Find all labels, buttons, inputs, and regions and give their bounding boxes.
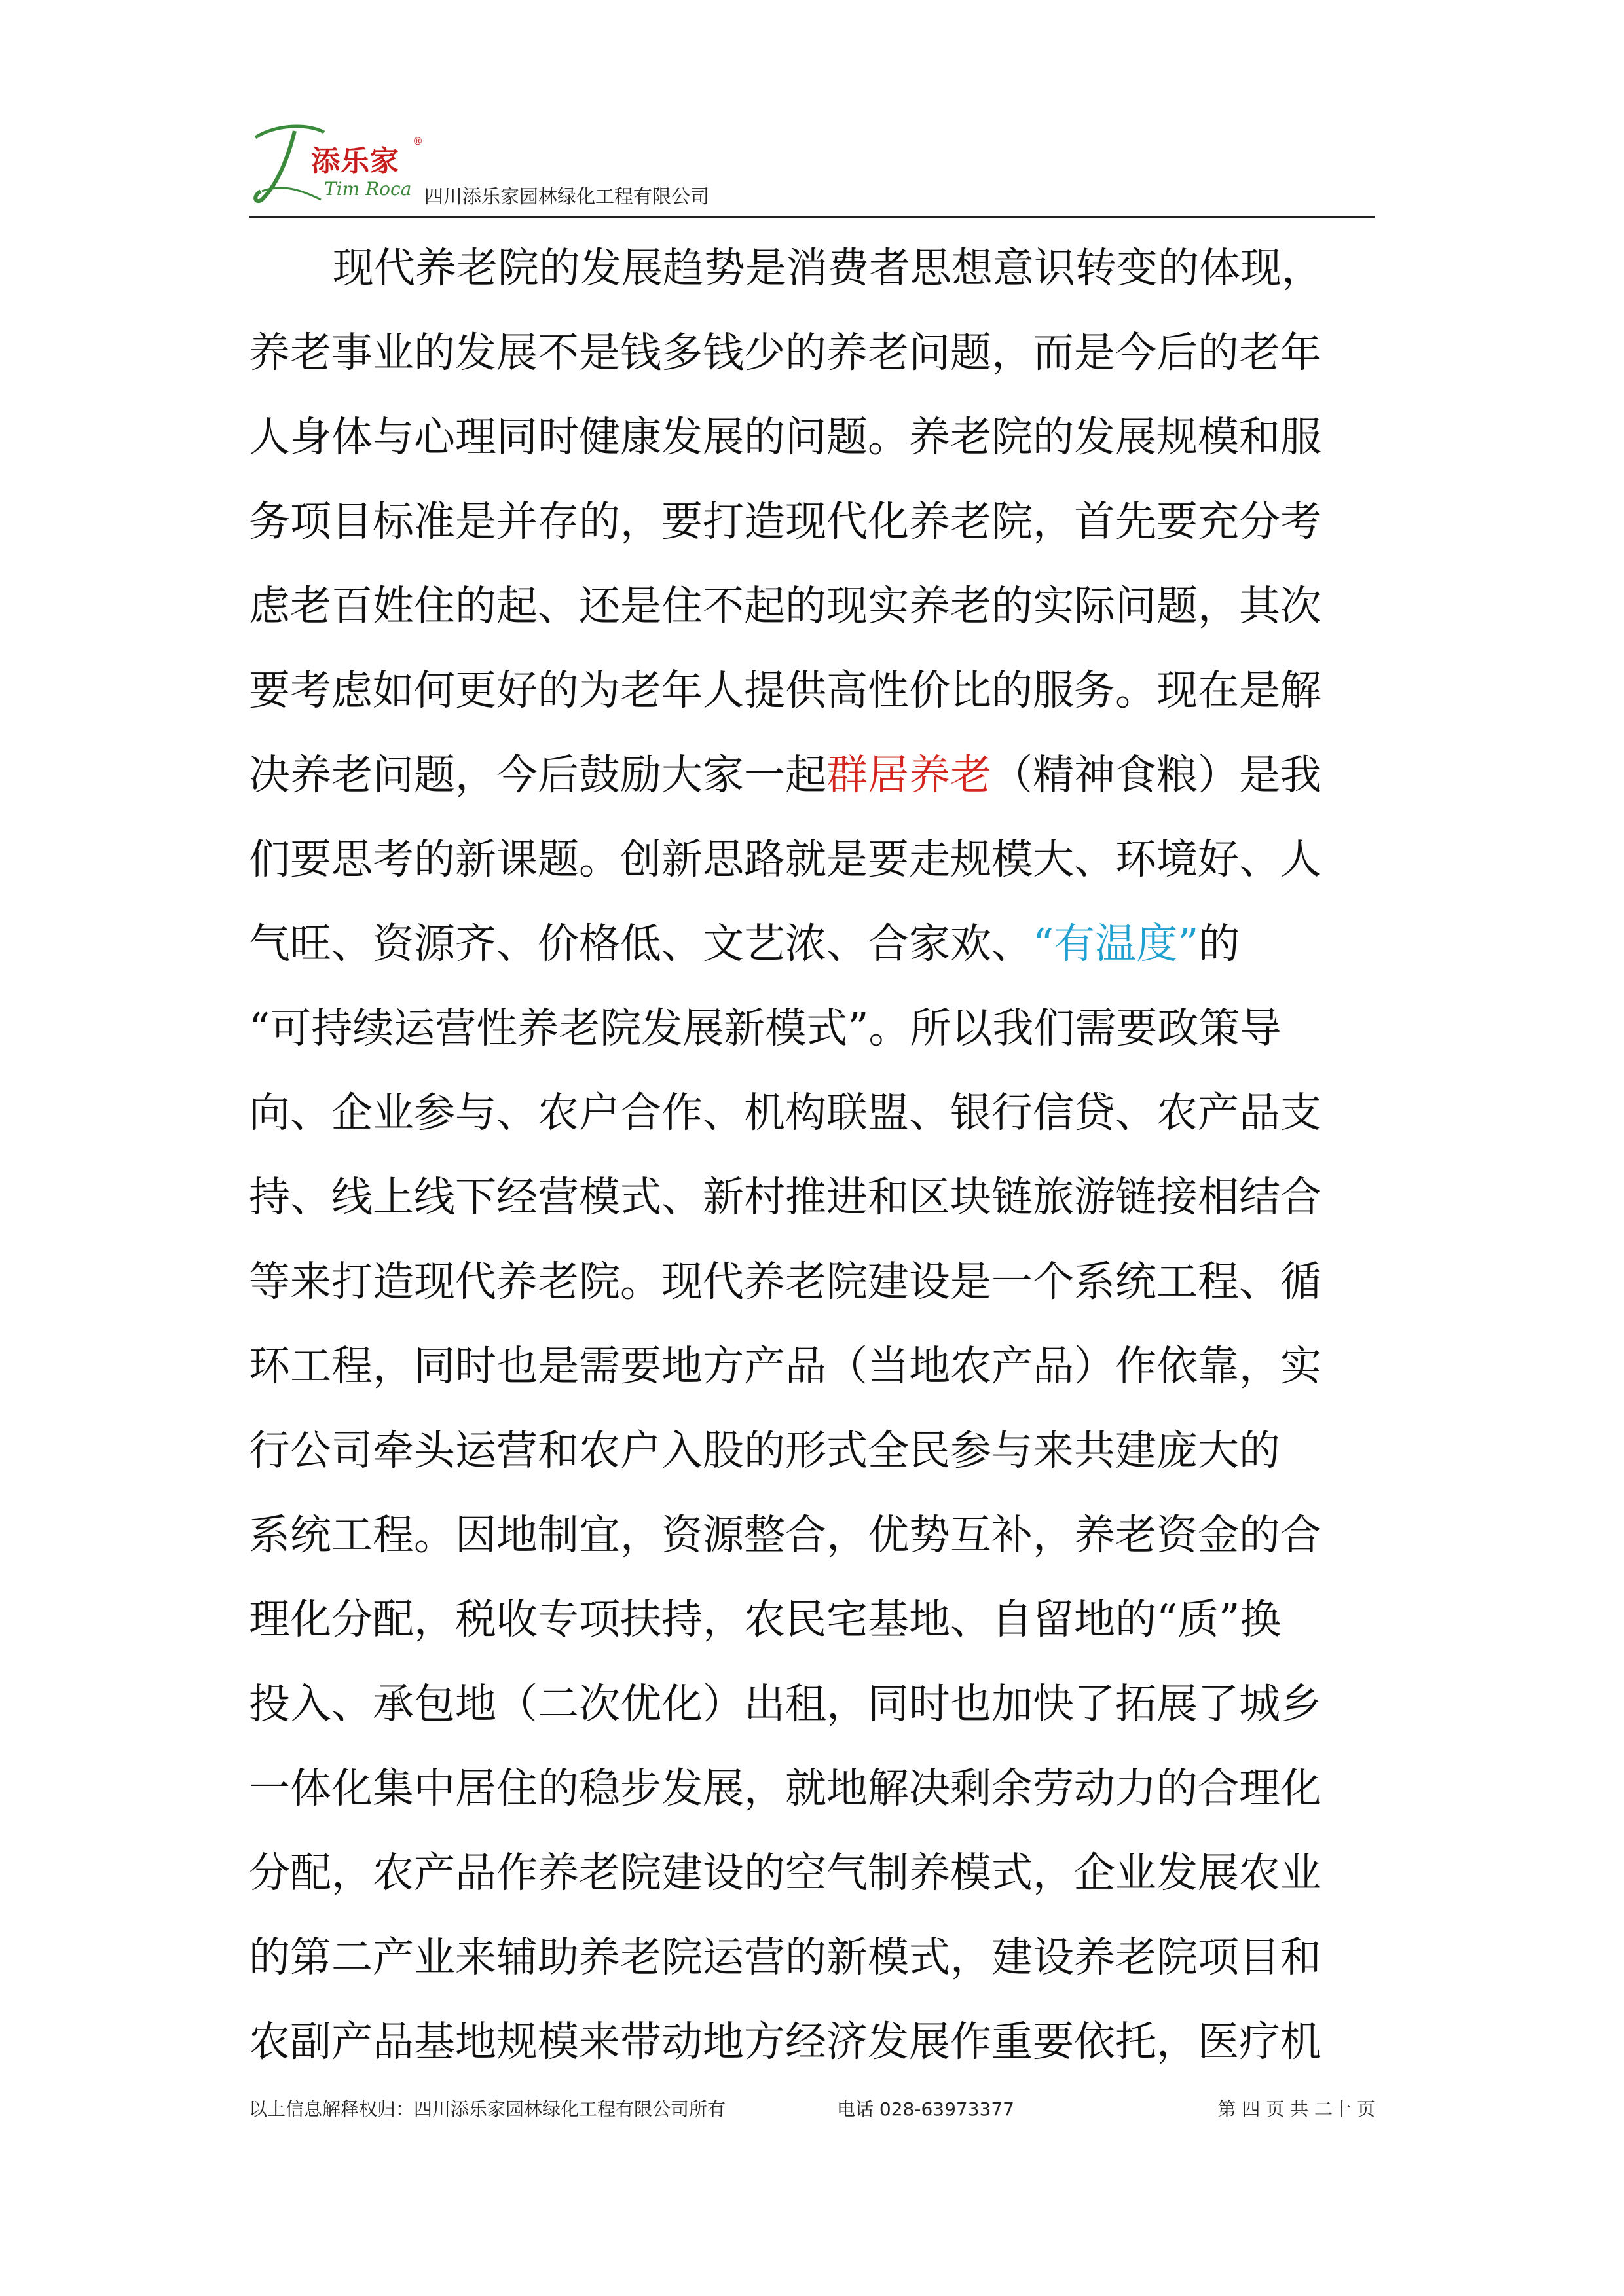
body-line: 农副产品基地规模来带动地方经济发展作重要依托，医疗机 — [249, 2018, 1321, 2066]
body-line: 环工程，同时也是需要地方产品（当地农产品）作依靠，实 — [249, 1342, 1321, 1390]
body-line: 等来打造现代养老院。现代养老院建设是一个系统工程、循 — [249, 1258, 1321, 1305]
body-line: 投入、承包地（二次优化）出租，同时也加快了拓展了城乡 — [249, 1680, 1321, 1728]
header-divider — [249, 216, 1375, 218]
body-line: 行公司牵头运营和农户入股的形式全民参与来共建庞大的 — [249, 1427, 1280, 1474]
footer-rights: 以上信息解释权归：四川添乐家园林绿化工程有限公司所有 — [249, 2098, 726, 2120]
footer-phone: 电话 028-63973377 — [837, 2098, 1014, 2120]
line-text: 决养老问题，今后鼓励大家一起 — [249, 751, 826, 799]
line-text: （精神食粮）是我 — [991, 751, 1321, 799]
body-line — [249, 733, 1382, 817]
body-line: 要考虑如何更好的为老年人提供高性价比的服务。现在是解 — [249, 666, 1321, 714]
body-line: 们要思考的新课题。创新思路就是要走规模大、环境好、人 — [249, 835, 1321, 883]
page-footer — [249, 2095, 1375, 2121]
body-line: 的第二产业来辅助养老院运营的新模式，建设养老院项目和 — [249, 1933, 1321, 1981]
body-line: 理化分配，税收专项扶持，农民宅基地、自留地的“质”换 — [249, 1595, 1282, 1643]
body-line — [249, 902, 1382, 986]
body-line: 人身体与心理同时健康发展的问题。养老院的发展规模和服 — [249, 413, 1321, 461]
line-text: 气旺、资源齐、价格低、文艺浓、合家欢、 — [249, 920, 1033, 968]
page-header — [249, 118, 1375, 216]
line-text: 的 — [1198, 920, 1240, 968]
body-line: 现代养老院的发展趋势是消费者思想意识转变的体现， — [333, 244, 1323, 292]
company-logo — [249, 118, 423, 210]
body-line: 虑老百姓住的起、还是住不起的现实养老的实际问题，其次 — [249, 582, 1321, 630]
body-line: 持、线上线下经营模式、新村推进和区块链旅游链接相结合 — [249, 1173, 1321, 1221]
logo-text-en: Tim Roca — [324, 178, 412, 200]
company-name: 四川添乐家园林绿化工程有限公司 — [424, 185, 710, 208]
highlight-with-warmth: “有温度” — [1033, 920, 1199, 968]
body-line: 系统工程。因地制宜，资源整合，优势互补，养老资金的合 — [249, 1511, 1321, 1559]
highlight-group-elderly-care: 群居养老 — [826, 751, 991, 799]
body-line: 分配，农产品作养老院建设的空气制养模式，企业发展农业 — [249, 1849, 1321, 1897]
body-line: 养老事业的发展不是钱多钱少的养老问题，而是今后的老年 — [249, 329, 1321, 376]
logo-text-cn: 添乐家 — [311, 145, 399, 178]
registered-mark: ® — [413, 135, 423, 147]
body-line: 一体化集中居住的稳步发展，就地解决剩余劳动力的合理化 — [249, 1764, 1321, 1812]
page-number: 第 四 页 共 二十 页 — [1217, 2098, 1375, 2120]
body-line: 务项目标准是并存的，要打造现代化养老院，首先要充分考 — [249, 498, 1321, 545]
body-line: “可持续运营性养老院发展新模式”。所以我们需要政策导 — [249, 1004, 1282, 1052]
body-line: 向、企业参与、农户合作、机构联盟、银行信贷、农产品支 — [249, 1089, 1321, 1137]
body-text — [249, 226, 1382, 2084]
